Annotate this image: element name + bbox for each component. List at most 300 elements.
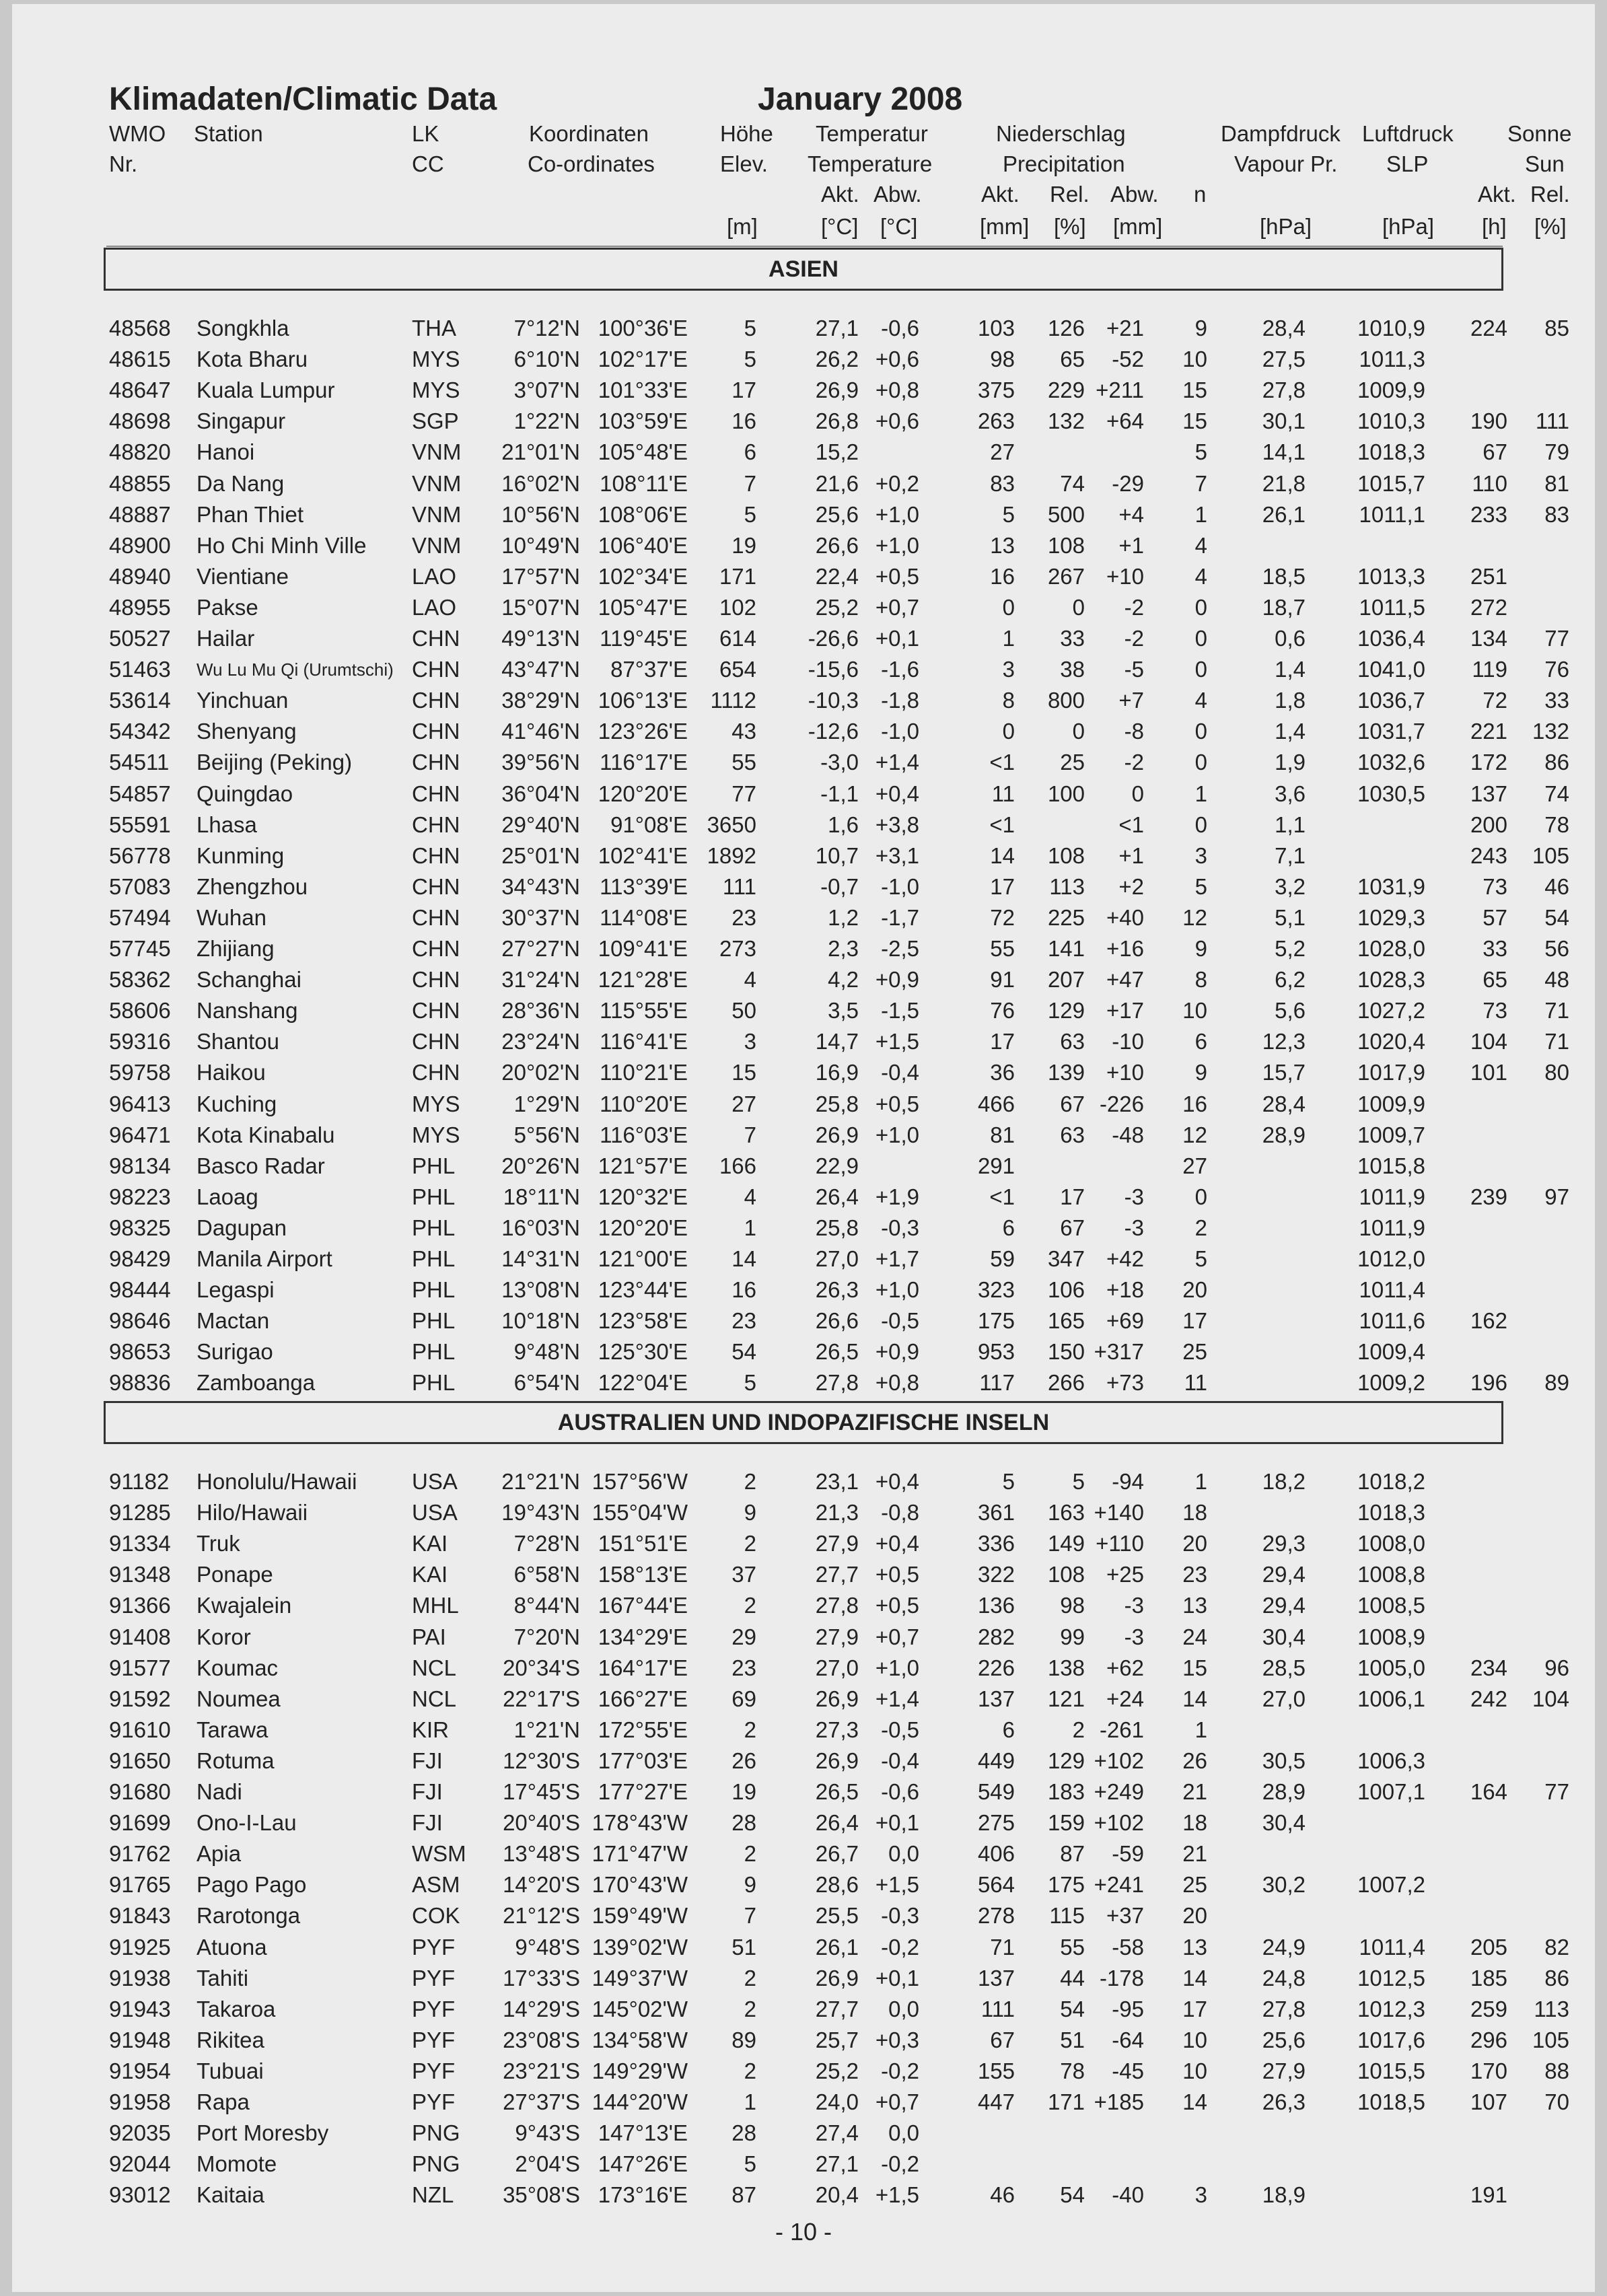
header-koordinaten: Koordinaten (529, 121, 649, 146)
header-unit-sun-rel: [%] (1534, 214, 1567, 239)
station-name-cell: Legaspi (197, 1277, 275, 1303)
elevation-cell: 87 (731, 2182, 756, 2208)
elevation-cell: 5 (744, 1370, 756, 1396)
precip-relative-cell: 121 (1047, 1686, 1085, 1711)
precip-relative-cell: 229 (1047, 378, 1085, 403)
sea-level-pressure-cell: 1028,0 (1357, 936, 1425, 961)
wmo-number-cell: 91765 (109, 1872, 171, 1898)
precip-days-cell: 24 (1182, 1624, 1207, 1649)
longitude-cell: 155°04'W (592, 1500, 688, 1526)
sun-hours-cell: 73 (1483, 873, 1507, 899)
station-name-cell: Koumac (197, 1655, 279, 1680)
precip-days-cell: 12 (1182, 1122, 1207, 1147)
sea-level-pressure-cell: 1015,8 (1357, 1153, 1425, 1178)
document-month: January 2008 (758, 81, 963, 117)
sea-level-pressure-cell: 1006,3 (1357, 1748, 1425, 1773)
latitude-cell: 39°56'N (501, 750, 580, 775)
temp-deviation-cell: +0,9 (875, 1339, 919, 1365)
temp-deviation-cell: +0,5 (875, 1091, 919, 1116)
temp-deviation-cell: -1,7 (881, 904, 919, 930)
precip-days-cell: 14 (1182, 2089, 1207, 2114)
sea-level-pressure-cell: 1018,3 (1357, 439, 1425, 465)
temp-actual-cell: 22,9 (815, 1153, 859, 1178)
precip-actual-cell: 291 (977, 1153, 1015, 1178)
latitude-cell: 6°10'N (513, 347, 580, 372)
sun-relative-cell: 97 (1544, 1184, 1569, 1209)
sun-hours-cell: 272 (1470, 594, 1507, 620)
vapour-pressure-cell: 30,4 (1262, 1624, 1306, 1649)
precip-relative-cell: 266 (1047, 1370, 1085, 1396)
latitude-cell: 31°24'N (501, 967, 580, 993)
precip-days-cell: 13 (1182, 1593, 1207, 1618)
precip-days-cell: 4 (1194, 563, 1207, 589)
table-row (0, 685, 1607, 716)
longitude-cell: 125°30'E (598, 1339, 688, 1365)
latitude-cell: 1°22'N (513, 408, 580, 434)
precip-deviation-cell: -2 (1124, 594, 1144, 620)
station-name-cell: Truk (197, 1531, 240, 1556)
station-name-cell: Kwajalein (197, 1593, 292, 1618)
latitude-cell: 23°08'S (503, 2027, 580, 2052)
precip-deviation-cell: +4 (1118, 501, 1144, 527)
latitude-cell: 12°30'S (503, 1748, 580, 1773)
temp-actual-cell: 3,5 (828, 998, 859, 1024)
elevation-cell: 14 (731, 1246, 756, 1271)
temp-actual-cell: 25,8 (815, 1215, 859, 1240)
precip-days-cell: 14 (1182, 1965, 1207, 1990)
longitude-cell: 178°43'W (592, 1810, 688, 1836)
sun-relative-cell: 71 (1544, 1029, 1569, 1054)
vapour-pressure-cell: 27,9 (1262, 2058, 1306, 2083)
table-row (0, 592, 1607, 623)
table-row (0, 810, 1607, 840)
precip-actual-cell: 55 (990, 936, 1015, 961)
header-unit-m: [m] (727, 214, 758, 239)
precip-relative-cell: 175 (1047, 1872, 1085, 1898)
header-coordinates: Co-ordinates (528, 151, 655, 176)
elevation-cell: 19 (731, 532, 756, 558)
station-name-cell: Haikou (197, 1060, 266, 1085)
table-row (0, 1244, 1607, 1275)
precip-relative-cell: 17 (1060, 1184, 1085, 1209)
vapour-pressure-cell: 28,9 (1262, 1779, 1306, 1804)
vapour-pressure-cell: 14,1 (1262, 439, 1306, 465)
temp-deviation-cell: -0,6 (881, 1779, 919, 1804)
wmo-number-cell: 91366 (109, 1593, 171, 1618)
sea-level-pressure-cell: 1009,9 (1357, 1091, 1425, 1116)
vapour-pressure-cell: 27,8 (1262, 378, 1306, 403)
temp-deviation-cell: -0,4 (881, 1748, 919, 1773)
vapour-pressure-cell: 3,6 (1275, 781, 1306, 806)
longitude-cell: 105°48'E (598, 439, 688, 465)
country-code-cell: THA (412, 316, 456, 340)
country-code-cell: CHN (412, 1029, 460, 1054)
longitude-cell: 122°04'E (598, 1370, 688, 1396)
precip-actual-cell: 0 (1002, 719, 1015, 744)
country-code-cell: MYS (412, 1091, 460, 1116)
sun-hours-cell: 172 (1470, 750, 1507, 775)
table-row (0, 871, 1607, 902)
sea-level-pressure-cell: 1018,5 (1357, 2089, 1425, 2114)
station-name-cell: Dagupan (197, 1215, 287, 1240)
temp-actual-cell: 27,8 (815, 1593, 859, 1618)
precip-days-cell: 20 (1182, 1531, 1207, 1556)
table-row (0, 1151, 1607, 1182)
longitude-cell: 134°29'E (598, 1624, 688, 1649)
country-code-cell: COK (412, 1903, 460, 1929)
temp-deviation-cell: -1,0 (881, 719, 919, 744)
station-name-cell: Noumea (197, 1686, 281, 1711)
table-row (0, 1807, 1607, 1838)
wmo-number-cell: 91577 (109, 1655, 171, 1680)
vapour-pressure-cell: 5,6 (1275, 998, 1306, 1024)
table-row (0, 2025, 1607, 2056)
latitude-cell: 1°29'N (513, 1091, 580, 1116)
temp-actual-cell: 25,6 (815, 501, 859, 527)
precip-deviation-cell: +2 (1118, 873, 1144, 899)
wmo-number-cell: 54511 (109, 750, 170, 775)
elevation-cell: 614 (719, 626, 756, 651)
table-row (0, 840, 1607, 871)
longitude-cell: 166°27'E (598, 1686, 688, 1711)
precip-deviation-cell: +16 (1106, 936, 1144, 961)
wmo-number-cell: 98134 (109, 1153, 171, 1178)
vapour-pressure-cell: 24,8 (1262, 1965, 1306, 1990)
precip-days-cell: 17 (1182, 1308, 1207, 1334)
country-code-cell: CHN (412, 873, 460, 899)
temp-actual-cell: 26,9 (815, 1748, 859, 1773)
table-row (0, 1120, 1607, 1151)
station-name-cell: Port Moresby (197, 2120, 329, 2146)
sea-level-pressure-cell: 1011,6 (1359, 1308, 1425, 1334)
precip-days-cell: 9 (1194, 936, 1207, 961)
precip-days-cell: 13 (1182, 1934, 1207, 1960)
temp-deviation-cell: +3,8 (875, 812, 919, 837)
temp-actual-cell: 25,7 (815, 2027, 859, 2052)
table-row (0, 2149, 1607, 2180)
precip-relative-cell: 115 (1049, 1903, 1085, 1929)
sun-hours-cell: 164 (1470, 1779, 1507, 1804)
precip-deviation-cell: -29 (1112, 470, 1144, 496)
sun-relative-cell: 113 (1534, 1996, 1569, 2021)
table-row (0, 1622, 1607, 1653)
table-row (0, 1367, 1607, 1398)
sea-level-pressure-cell: 1005,0 (1357, 1655, 1425, 1680)
precip-deviation-cell: 0 (1131, 781, 1144, 806)
precip-relative-cell: 500 (1047, 501, 1085, 527)
precip-days-cell: 0 (1194, 626, 1207, 651)
sun-relative-cell: 77 (1544, 1779, 1569, 1804)
header-cc: CC (412, 151, 444, 176)
precip-deviation-cell: +102 (1094, 1810, 1144, 1836)
latitude-cell: 7°28'N (513, 1531, 580, 1556)
precip-deviation-cell: +241 (1094, 1872, 1144, 1898)
header-dampfdruck: Dampfdruck (1221, 121, 1341, 146)
wmo-number-cell: 96471 (109, 1122, 171, 1147)
elevation-cell: 2 (744, 1996, 756, 2021)
temp-deviation-cell: +0,7 (875, 594, 919, 620)
temp-actual-cell: -12,6 (808, 719, 859, 744)
latitude-cell: 13°08'N (501, 1277, 580, 1303)
header-unit-slp: [hPa] (1382, 214, 1435, 239)
sun-relative-cell: 78 (1544, 812, 1569, 837)
latitude-cell: 8°44'N (513, 1593, 580, 1618)
elevation-cell: 166 (719, 1153, 756, 1178)
header-sun-rel: Rel. (1530, 182, 1570, 207)
table-row (0, 964, 1607, 995)
elevation-cell: 54 (731, 1339, 756, 1365)
latitude-cell: 9°48'S (515, 1934, 580, 1960)
longitude-cell: 110°21'E (600, 1060, 688, 1085)
elevation-cell: 17 (731, 378, 756, 403)
vapour-pressure-cell: 27,8 (1262, 1996, 1306, 2021)
sea-level-pressure-cell: 1012,3 (1357, 1996, 1425, 2021)
wmo-number-cell: 91958 (109, 2089, 171, 2114)
latitude-cell: 20°40'S (503, 1810, 580, 1836)
latitude-cell: 29°40'N (501, 812, 580, 837)
precip-actual-cell: 449 (977, 1748, 1015, 1773)
wmo-number-cell: 48887 (109, 501, 171, 527)
station-name-cell: Nanshang (197, 998, 298, 1024)
temp-deviation-cell: +1,0 (875, 501, 919, 527)
sun-relative-cell: 104 (1532, 1686, 1569, 1711)
station-name-cell: Apia (197, 1841, 242, 1867)
temp-deviation-cell: +0,7 (875, 2089, 919, 2114)
longitude-cell: 121°28'E (598, 967, 688, 993)
precip-days-cell: 1 (1194, 1469, 1207, 1494)
latitude-cell: 10°18'N (501, 1308, 580, 1334)
precip-actual-cell: 6 (1002, 1215, 1015, 1240)
temp-deviation-cell: +1,7 (875, 1246, 919, 1271)
table-row (0, 499, 1607, 530)
country-code-cell: PHL (412, 1215, 456, 1240)
table-row (0, 747, 1607, 778)
wmo-number-cell: 91680 (109, 1779, 171, 1804)
longitude-cell: 134°58'W (592, 2027, 688, 2052)
header-temp-abw: Abw. (873, 182, 922, 207)
precip-deviation-cell: +18 (1106, 1277, 1144, 1303)
country-code-cell: ASM (412, 1872, 460, 1898)
precip-relative-cell: 38 (1060, 657, 1085, 682)
temp-deviation-cell: -1,6 (881, 657, 919, 682)
sun-hours-cell: 170 (1470, 2058, 1507, 2083)
sea-level-pressure-cell: 1011,4 (1359, 1934, 1425, 1960)
table-row (0, 1213, 1607, 1244)
station-name-cell: Quingdao (197, 781, 293, 806)
station-name-cell: Kota Kinabalu (197, 1122, 335, 1147)
sea-level-pressure-cell: 1032,6 (1357, 750, 1425, 775)
header-unit-prec-akt: [mm] (980, 214, 1030, 239)
temp-deviation-cell: +0,5 (875, 563, 919, 589)
sun-relative-cell: 88 (1544, 2058, 1569, 2083)
wmo-number-cell: 91954 (109, 2058, 171, 2083)
header-prec-abw: Abw. (1110, 182, 1159, 207)
table-row (0, 1590, 1607, 1621)
table-row (0, 1746, 1607, 1777)
temp-actual-cell: 27,9 (815, 1624, 859, 1649)
precip-relative-cell: 165 (1047, 1308, 1085, 1334)
table-row (0, 1466, 1607, 1497)
vapour-pressure-cell: 15,7 (1262, 1060, 1306, 1085)
country-code-cell: PYF (412, 2058, 456, 2083)
precip-deviation-cell: -3 (1124, 1215, 1144, 1240)
country-code-cell: MYS (412, 1122, 460, 1147)
station-name-cell: Surigao (197, 1339, 273, 1365)
vapour-pressure-cell: 18,7 (1262, 594, 1306, 620)
station-name-cell: Rarotonga (197, 1903, 301, 1929)
header-precipitation: Precipitation (1003, 151, 1125, 176)
country-code-cell: CHN (412, 904, 460, 930)
header-prec-n: n (1194, 182, 1207, 207)
country-code-cell: CHN (412, 842, 460, 868)
precip-relative-cell: 150 (1047, 1339, 1085, 1365)
precip-relative-cell: 225 (1047, 904, 1085, 930)
temp-actual-cell: 27,1 (815, 316, 859, 340)
wmo-number-cell: 48855 (109, 470, 171, 496)
precip-relative-cell: 87 (1060, 1841, 1085, 1867)
longitude-cell: 103°59'E (598, 408, 688, 434)
elevation-cell: 43 (731, 719, 756, 744)
wmo-number-cell: 48698 (109, 408, 171, 434)
temp-deviation-cell: -0,5 (881, 1308, 919, 1334)
sea-level-pressure-cell: 1008,0 (1357, 1531, 1425, 1556)
precip-deviation-cell: -52 (1112, 347, 1144, 372)
latitude-cell: 27°37'S (503, 2089, 580, 2114)
station-name-cell: Hailar (197, 626, 255, 651)
latitude-cell: 20°26'N (501, 1153, 580, 1178)
longitude-cell: 119°45'E (600, 626, 688, 651)
precip-days-cell: 15 (1182, 1655, 1207, 1680)
sun-relative-cell: 79 (1544, 439, 1569, 465)
precip-days-cell: 16 (1182, 1091, 1207, 1116)
sea-level-pressure-cell: 1030,5 (1357, 781, 1425, 806)
sun-relative-cell: 80 (1544, 1060, 1569, 1085)
precip-deviation-cell: -64 (1112, 2027, 1144, 2052)
precip-days-cell: 2 (1194, 1215, 1207, 1240)
precip-deviation-cell: <1 (1118, 812, 1144, 837)
sun-relative-cell: 105 (1532, 842, 1569, 868)
wmo-number-cell: 48615 (109, 347, 171, 372)
sun-relative-cell: 74 (1544, 781, 1569, 806)
country-code-cell: CHN (412, 936, 460, 961)
sea-level-pressure-cell: 1018,2 (1357, 1469, 1425, 1494)
precip-days-cell: 11 (1184, 1370, 1207, 1396)
latitude-cell: 30°37'N (501, 904, 580, 930)
country-code-cell: KAI (412, 1531, 448, 1556)
table-row (0, 779, 1607, 810)
temp-actual-cell: 27,9 (815, 1531, 859, 1556)
wmo-number-cell: 57745 (109, 936, 171, 961)
precip-relative-cell: 100 (1047, 781, 1085, 806)
latitude-cell: 7°12'N (513, 316, 580, 340)
table-row (0, 561, 1607, 592)
temp-actual-cell: 26,8 (815, 408, 859, 434)
temp-actual-cell: 22,4 (815, 563, 859, 589)
precip-actual-cell: 36 (990, 1060, 1015, 1085)
precip-actual-cell: 17 (990, 1029, 1015, 1054)
latitude-cell: 35°08'S (503, 2182, 580, 2208)
longitude-cell: 105°47'E (598, 594, 688, 620)
sun-hours-cell: 33 (1483, 936, 1507, 961)
header-wmo: WMO (109, 121, 166, 146)
precip-deviation-cell: -40 (1112, 2182, 1144, 2208)
longitude-cell: 123°44'E (598, 1277, 688, 1303)
station-name-cell: Wuhan (197, 904, 266, 930)
station-name-cell: Pakse (197, 594, 258, 620)
elevation-cell: 1 (744, 2089, 756, 2114)
country-code-cell: NCL (412, 1686, 457, 1711)
precip-days-cell: 4 (1194, 532, 1207, 558)
precip-actual-cell: 263 (977, 408, 1015, 434)
sun-hours-cell: 242 (1470, 1686, 1507, 1711)
temp-actual-cell: 23,1 (815, 1469, 859, 1494)
temp-actual-cell: 27,0 (815, 1246, 859, 1271)
elevation-cell: 3 (744, 1029, 756, 1054)
precip-days-cell: 12 (1182, 904, 1207, 930)
temp-actual-cell: 14,7 (815, 1029, 859, 1054)
table-row (0, 1994, 1607, 2025)
longitude-cell: 108°06'E (598, 501, 688, 527)
table-row (0, 1932, 1607, 1963)
vapour-pressure-cell: 21,8 (1262, 470, 1306, 496)
precip-days-cell: 26 (1182, 1748, 1207, 1773)
country-code-cell: KAI (412, 1562, 448, 1587)
precip-actual-cell: 137 (977, 1686, 1015, 1711)
precip-deviation-cell: -45 (1112, 2058, 1144, 2083)
precip-actual-cell: 336 (977, 1531, 1015, 1556)
page-number: - 10 - (775, 2218, 832, 2246)
temp-actual-cell: 27,4 (815, 2120, 859, 2146)
country-code-cell: PHL (412, 1339, 456, 1365)
temp-actual-cell: 1,2 (828, 904, 859, 930)
station-name-cell: Pago Pago (197, 1872, 307, 1898)
sun-hours-cell: 137 (1470, 781, 1507, 806)
longitude-cell: 164°17'E (598, 1655, 688, 1680)
station-name-cell: Laoag (197, 1184, 258, 1209)
precip-deviation-cell: -2 (1124, 626, 1144, 651)
precip-deviation-cell: -3 (1124, 1184, 1144, 1209)
sun-hours-cell: 134 (1470, 626, 1507, 651)
temp-actual-cell: 10,7 (815, 842, 859, 868)
latitude-cell: 18°11'N (503, 1184, 580, 1209)
precip-days-cell: 7 (1194, 470, 1207, 496)
precip-days-cell: 0 (1194, 1184, 1207, 1209)
station-name-cell: Ponape (197, 1562, 273, 1587)
temp-deviation-cell: -0,8 (881, 1500, 919, 1526)
longitude-cell: 123°58'E (598, 1308, 688, 1334)
country-code-cell: LAO (412, 563, 457, 589)
latitude-cell: 36°04'N (501, 781, 580, 806)
sun-relative-cell: 33 (1544, 688, 1569, 713)
table-row (0, 1838, 1607, 1869)
precip-deviation-cell: +62 (1106, 1655, 1144, 1680)
elevation-cell: 2 (744, 1593, 756, 1618)
wmo-number-cell: 58362 (109, 967, 171, 993)
precip-deviation-cell: +47 (1106, 967, 1144, 993)
precip-relative-cell: 800 (1047, 688, 1085, 713)
header-sonne: Sonne (1507, 121, 1572, 146)
latitude-cell: 14°20'S (503, 1872, 580, 1898)
latitude-cell: 6°58'N (513, 1562, 580, 1587)
station-name-cell: Singapur (197, 408, 286, 434)
country-code-cell: FJI (412, 1779, 443, 1804)
sun-relative-cell: 76 (1544, 657, 1569, 682)
temp-actual-cell: 26,5 (815, 1339, 859, 1365)
sea-level-pressure-cell: 1011,4 (1359, 1277, 1425, 1303)
precip-relative-cell: 44 (1060, 1965, 1085, 1990)
section-title: ASIEN (769, 256, 838, 282)
precip-relative-cell: 25 (1060, 750, 1085, 775)
